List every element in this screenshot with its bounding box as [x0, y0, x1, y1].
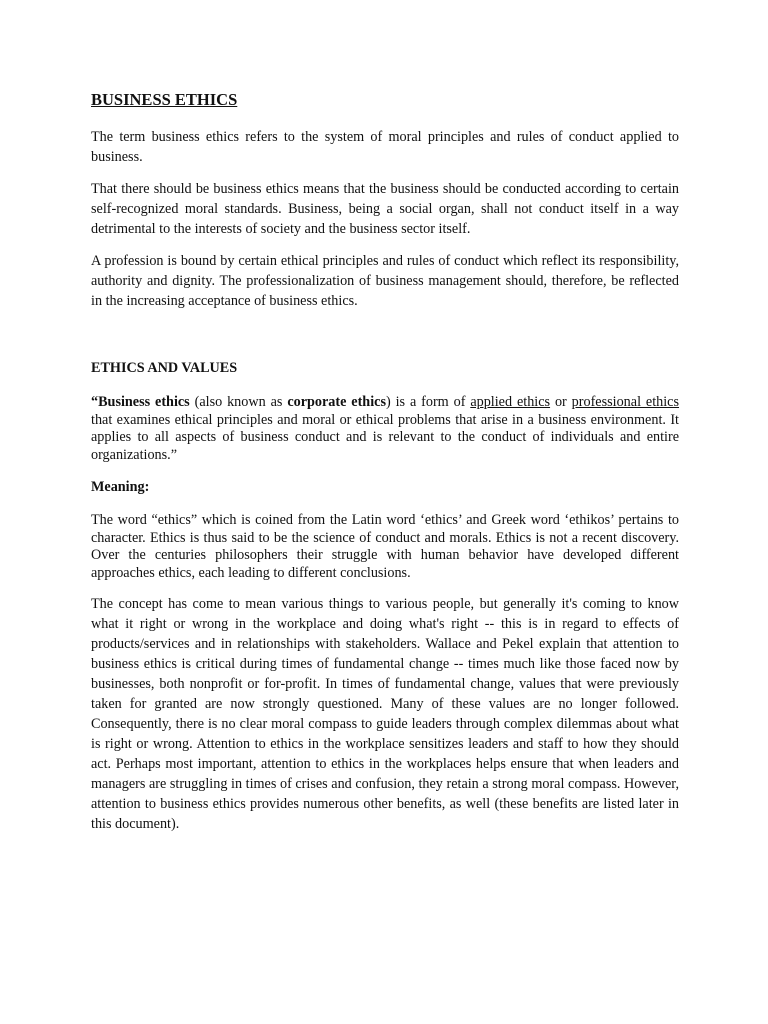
section-heading-meaning: Meaning: [91, 479, 150, 495]
definition-text-2: ) is a form of [385, 394, 471, 410]
term-business-ethics: Business ethics [98, 394, 190, 410]
definition-paragraph [91, 394, 679, 464]
term-corporate-ethics: corporate ethics [287, 394, 386, 410]
quote-open: “ [91, 394, 99, 410]
meaning-paragraph-2: The concept has come to mean various things to various people, but generally it's coming to know what it right or wrong in the workplace and doing what's right -- this is in regard to effects of products/services and in relationships with stakeholders. Wallace and Pekel explain that attention to business ethics is critical during times of fundamental change -- times much like those faced now by businesses, both nonprofit or for-profit. In times of fundamental change, values that were previously taken for granted are now strongly questioned. Many of these values are no longer followed. Consequently, there is no clear moral compass to guide leaders through complex dilemmas about what is right or wrong. Attention to ethics in the workplace sensitizes leaders and staff to how they should act. Perhaps most important, attention to ethics in the workplaces helps ensure that when leaders and managers are struggling in times of crises and confusion, they retain a strong moral compass. However, attention to business ethics provides numerous other benefits, as well (these benefits are listed later in this document). [91, 596, 679, 832]
intro-paragraph-2: That there should be business ethics means that the business should be conducted according to certain self-recognized moral standards. Business, being a social organ, shall not conduct itself in a way detrimental to the interests of society and the business sector itself. [91, 181, 679, 237]
meaning-paragraph-1: The word “ethics” which is coined from the Latin word ‘ethics’ and Greek word ‘ethikos’ pertains to character. Ethics is thus said to be the science of conduct and morals. Ethics is not a recent discovery. Over the centuries philosophers their struggle with human behavior have developed different approaches ethics, each leading to different conclusions. [91, 512, 679, 581]
link-professional-ethics[interactable]: professional ethics [571, 394, 680, 410]
section-heading-ethics-values: ETHICS AND VALUES [91, 360, 238, 376]
definition-text-3: or [550, 394, 572, 410]
document-title: BUSINESS ETHICS [91, 90, 238, 109]
intro-paragraph-1: The term business ethics refers to the system of moral principles and rules of conduct applied to business. [91, 129, 679, 165]
definition-text-1: (also known as [189, 394, 288, 410]
definition-text-4: that examines ethical principles and moral or ethical problems that arise in a business environment. It applies to all aspects of business conduct and is relevant to the conduct of individuals and entire organizations.” [91, 411, 679, 463]
intro-paragraph-3: A profession is bound by certain ethical principles and rules of conduct which reflect its responsibility, authority and dignity. The professionalization of business management should, therefore, be reflected in the increasing acceptance of business ethics. [91, 253, 679, 309]
link-applied-ethics[interactable]: applied ethics [470, 394, 551, 410]
